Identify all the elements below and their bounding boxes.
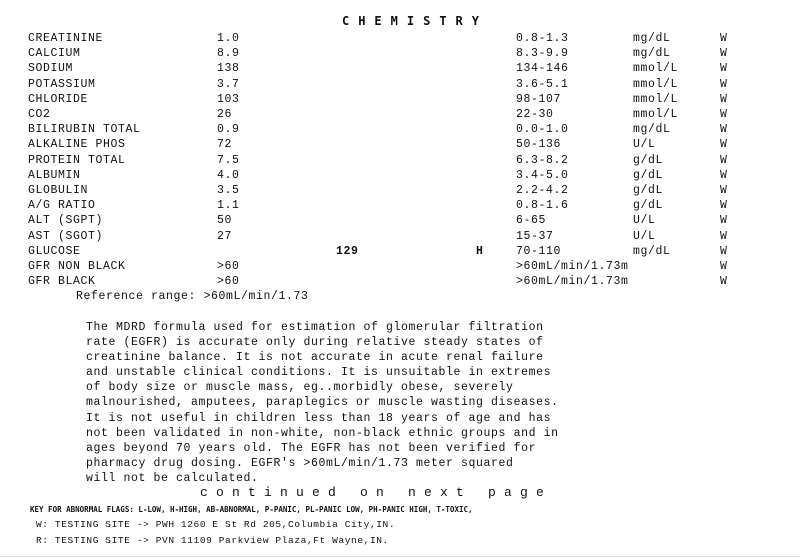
testing-site-code: W xyxy=(720,92,728,106)
testing-site-code: W xyxy=(720,168,728,182)
test-value: 72 xyxy=(217,138,233,152)
reference-range: 6.3-8.2 xyxy=(516,153,569,167)
result-row xyxy=(0,199,800,214)
test-name: ALBUMIN xyxy=(28,168,81,182)
test-units: g/dL xyxy=(633,153,664,167)
test-name: CO2 xyxy=(28,108,51,121)
test-value: 3.5 xyxy=(217,184,240,197)
testing-site-r: R: TESTING SITE -> PVN 11109 Parkview Plaza,Ft Wayne,IN. xyxy=(36,535,389,546)
paragraph-line: The MDRD formula used for estimation of glomerular filtration xyxy=(86,321,544,334)
testing-site-code: W xyxy=(720,275,728,289)
result-row xyxy=(0,169,800,184)
test-units: g/dL xyxy=(633,184,664,197)
test-value: 1.0 xyxy=(217,32,240,45)
reference-range: 3.6-5.1 xyxy=(516,77,569,91)
reference-range: 134-146 xyxy=(516,62,569,76)
test-name: CALCIUM xyxy=(28,47,81,61)
reference-range: 70-110 xyxy=(516,244,562,258)
abnormal-flag: H xyxy=(476,244,484,258)
result-row xyxy=(0,184,800,199)
result-row xyxy=(0,32,800,47)
test-units: mmol/L xyxy=(633,62,679,76)
paragraph-line: creatinine balance. It is not accurate in acute renal failure xyxy=(86,351,544,365)
test-name: BILIRUBIN TOTAL xyxy=(28,123,141,137)
test-value: 26 xyxy=(217,108,233,121)
testing-site-code: W xyxy=(720,47,728,61)
reference-range-note: Reference range: >60mL/min/1.73 xyxy=(76,290,309,303)
test-value: 4.0 xyxy=(217,168,240,182)
test-name: GLUCOSE xyxy=(28,244,81,258)
test-value: 0.9 xyxy=(217,123,240,137)
result-row xyxy=(0,78,800,93)
test-result: 129 xyxy=(336,244,359,258)
test-units: U/L xyxy=(633,214,656,228)
abnormal-flags-key: KEY FOR ABNORMAL FLAGS: L-LOW, H-HIGH, AB-ABNORMAL, P-PANIC, PL-PANIC LOW, PH-PANIC HIGH, T-TOXIC, xyxy=(30,505,473,514)
result-row xyxy=(0,138,800,153)
test-name: CHLORIDE xyxy=(28,92,89,106)
reference-range: 15-37 xyxy=(516,229,554,243)
test-value: 27 xyxy=(217,229,233,243)
test-name: POTASSIUM xyxy=(28,77,96,91)
result-row xyxy=(0,62,800,77)
result-row xyxy=(0,154,800,169)
reference-range: 6-65 xyxy=(516,214,547,228)
test-name: GLOBULIN xyxy=(28,184,89,197)
result-row xyxy=(0,230,800,245)
test-value: >60 xyxy=(217,260,240,273)
test-units: U/L xyxy=(633,138,656,152)
reference-range: 0.8-1.6 xyxy=(516,199,569,213)
test-name: PROTEIN TOTAL xyxy=(28,153,126,167)
test-value: 3.7 xyxy=(217,77,240,91)
reference-range: 2.2-4.2 xyxy=(516,184,569,197)
testing-site-code: W xyxy=(720,108,728,121)
test-units: mmol/L xyxy=(633,77,679,91)
result-row xyxy=(0,275,800,290)
reference-range: 22-30 xyxy=(516,108,554,121)
test-units: mmol/L xyxy=(633,92,679,106)
page-edge-rule xyxy=(0,556,800,557)
test-name: CREATININE xyxy=(28,32,104,45)
test-units: g/dL xyxy=(633,199,664,213)
paragraph-line: ages beyond 70 years old. The EGFR has not been verified for xyxy=(86,441,537,455)
section-title: CHEMISTRY xyxy=(341,14,489,28)
test-units: mg/dL xyxy=(633,123,671,137)
testing-site-code: W xyxy=(720,260,728,273)
paragraph-line: It is not useful in children less than 18 years of age and has xyxy=(86,411,552,425)
test-value: 138 xyxy=(217,62,240,76)
test-value: 1.1 xyxy=(217,199,240,213)
testing-site-code: W xyxy=(720,138,728,152)
result-row xyxy=(0,245,800,260)
result-row xyxy=(0,93,800,108)
reference-range: 8.3-9.9 xyxy=(516,47,569,61)
result-row xyxy=(0,108,800,123)
testing-site-code: W xyxy=(720,123,728,137)
testing-site-code: W xyxy=(720,214,728,228)
test-units: mg/dL xyxy=(633,32,671,45)
paragraph-line: and unstable clinical conditions. It is unsuitable in extremes xyxy=(86,366,552,380)
test-name: ALKALINE PHOS xyxy=(28,138,126,152)
result-row xyxy=(0,260,800,275)
testing-site-code: W xyxy=(720,62,728,76)
test-name: AST (SGOT) xyxy=(28,229,104,243)
paragraph-line: pharmacy drug dosing. EGFR's >60mL/min/1.73 meter squared xyxy=(86,456,514,470)
reference-range: 0.0-1.0 xyxy=(516,123,569,137)
test-units: mg/dL xyxy=(633,47,671,61)
reference-range: 50-136 xyxy=(516,138,562,152)
test-value: 8.9 xyxy=(217,47,240,61)
reference-range: >60mL/min/1.73m xyxy=(516,260,629,273)
test-units: U/L xyxy=(633,229,656,243)
test-units: mmol/L xyxy=(633,108,679,121)
testing-site-code: W xyxy=(720,199,728,213)
testing-site-code: W xyxy=(720,153,728,167)
testing-site-code: W xyxy=(720,244,728,258)
result-row xyxy=(0,123,800,138)
test-value: >60 xyxy=(217,275,240,289)
reference-range: 0.8-1.3 xyxy=(516,32,569,45)
testing-site-code: W xyxy=(720,77,728,91)
test-name: GFR NON BLACK xyxy=(28,260,126,273)
test-value: 103 xyxy=(217,92,240,106)
test-value: 50 xyxy=(217,214,233,228)
testing-site-code: W xyxy=(720,229,728,243)
result-row xyxy=(0,47,800,62)
reference-range: 3.4-5.0 xyxy=(516,168,569,182)
paragraph-line: not been validated in non-white, non-black ethnic groups and in xyxy=(86,426,559,440)
test-name: ALT (SGPT) xyxy=(28,214,104,228)
test-name: SODIUM xyxy=(28,62,74,76)
paragraph-line: of body size or muscle mass, eg..morbidly obese, severely xyxy=(86,381,514,395)
testing-site-w: W: TESTING SITE -> PWH 1260 E St Rd 205,Columbia City,IN. xyxy=(36,519,396,530)
mdrd-disclaimer-paragraph xyxy=(86,320,606,486)
reference-range: >60mL/min/1.73m xyxy=(516,275,629,289)
test-value: 7.5 xyxy=(217,153,240,167)
test-units: mg/dL xyxy=(633,244,671,258)
reference-range: 98-107 xyxy=(516,92,562,106)
paragraph-line: rate (EGFR) is accurate only during relative steady states of xyxy=(86,336,544,350)
paragraph-line: malnourished, amputees, paraplegics or muscle wasting diseases. xyxy=(86,396,559,410)
continued-notice: continued on next page xyxy=(200,485,553,500)
testing-site-code: W xyxy=(720,32,728,45)
testing-site-code: W xyxy=(720,184,728,197)
result-row xyxy=(0,214,800,229)
paragraph-line: will not be calculated. xyxy=(86,471,259,485)
test-name: A/G RATIO xyxy=(28,199,96,213)
test-name: GFR BLACK xyxy=(28,275,96,289)
test-units: g/dL xyxy=(633,168,664,182)
